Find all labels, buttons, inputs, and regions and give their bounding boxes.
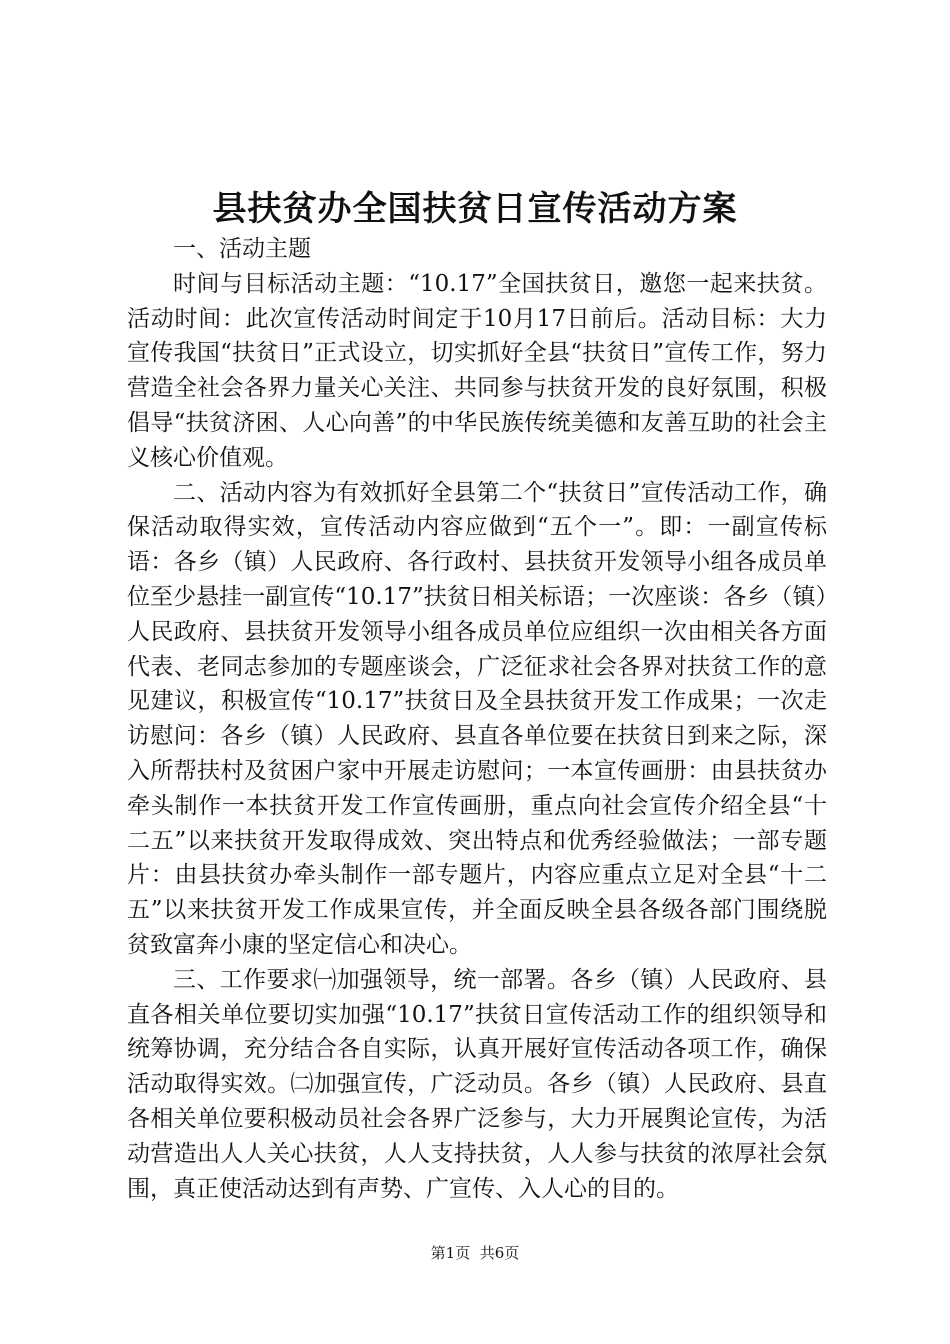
paragraph-requirements: 三、工作要求㈠加强领导，统一部署。各乡（镇）人民政府、县直各相关单位要切实加强“10.17”扶贫日宣传活动工作的组织领导和统筹协调，充分结合各自实际，认真开展好宣传活动各项工作，确保活动取得实效。㈡加强宣传，广泛动员。各乡（镇）人民政府、县直各相关单位要积极动员社会各界广泛参与，大力开展舆论宣传，为活动营造出人人关心扶贫，人人支持扶贫，人人参与扶贫的浓厚社会氛围，真正使活动达到有声势、广宣传、入人心的目的。 bbox=[127, 966, 827, 1202]
section-heading-theme: 一、活动主题 bbox=[173, 236, 311, 262]
page-total: 共6页 bbox=[479, 1244, 520, 1262]
paragraph-content: 二、活动内容为有效抓好全县第二个“扶贫日”宣传活动工作，确保活动取得实效，宣传活动内容应做到“五个一”。即：一副宣传标语：各乡（镇）人民政府、各行政村、县扶贫开发领导小组各成员单位至少悬挂一副宣传“10.17”扶贫日相关标语；一次座谈：各乡（镇）人民政府、县扶贫开发领导小组各成员单位应组织一次由相关各方面代表、老同志参加的专题座谈会，广泛征求社会各界对扶贫工作的意见建议，积极宣传“10.17”扶贫日及全县扶贫开发工作成果；一次走访慰问：各乡（镇）人民政府、县直各单位要在扶贫日到来之际，深入所帮扶村及贫困户家中开展走访慰问；一本宣传画册：由县扶贫办牵头制作一本扶贫开发工作宣传画册，重点向社会宣传介绍全县“十二五”以来扶贫开发取得成效、突出特点和优秀经验做法；一部专题片：由县扶贫办牵头制作一部专题片，内容应重点立足对全县“十二五”以来扶贫开发工作成果宣传，并全面反映全县各级各部门围绕脱贫致富奔小康的坚定信心和决心。 bbox=[127, 479, 827, 958]
page-footer bbox=[0, 1243, 950, 1263]
document-title: 县扶贫办全国扶贫日宣传活动方案 bbox=[212, 189, 738, 229]
document-body bbox=[127, 232, 827, 1206]
paragraph-theme: 时间与目标活动主题：“10.17”全国扶贫日，邀您一起来扶贫。活动时间：此次宣传活动时间定于10月17日前后。活动目标：大力宣传我国“扶贫日”正式设立，切实抓好全县“扶贫日”宣传工作，努力营造全社会各界力量关心关注、共同参与扶贫开发的良好氛围，积极倡导“扶贫济困、人心向善”的中华民族传统美德和友善互助的社会主义核心价值观。 bbox=[127, 270, 827, 471]
page-number: 第1页 bbox=[430, 1244, 471, 1262]
